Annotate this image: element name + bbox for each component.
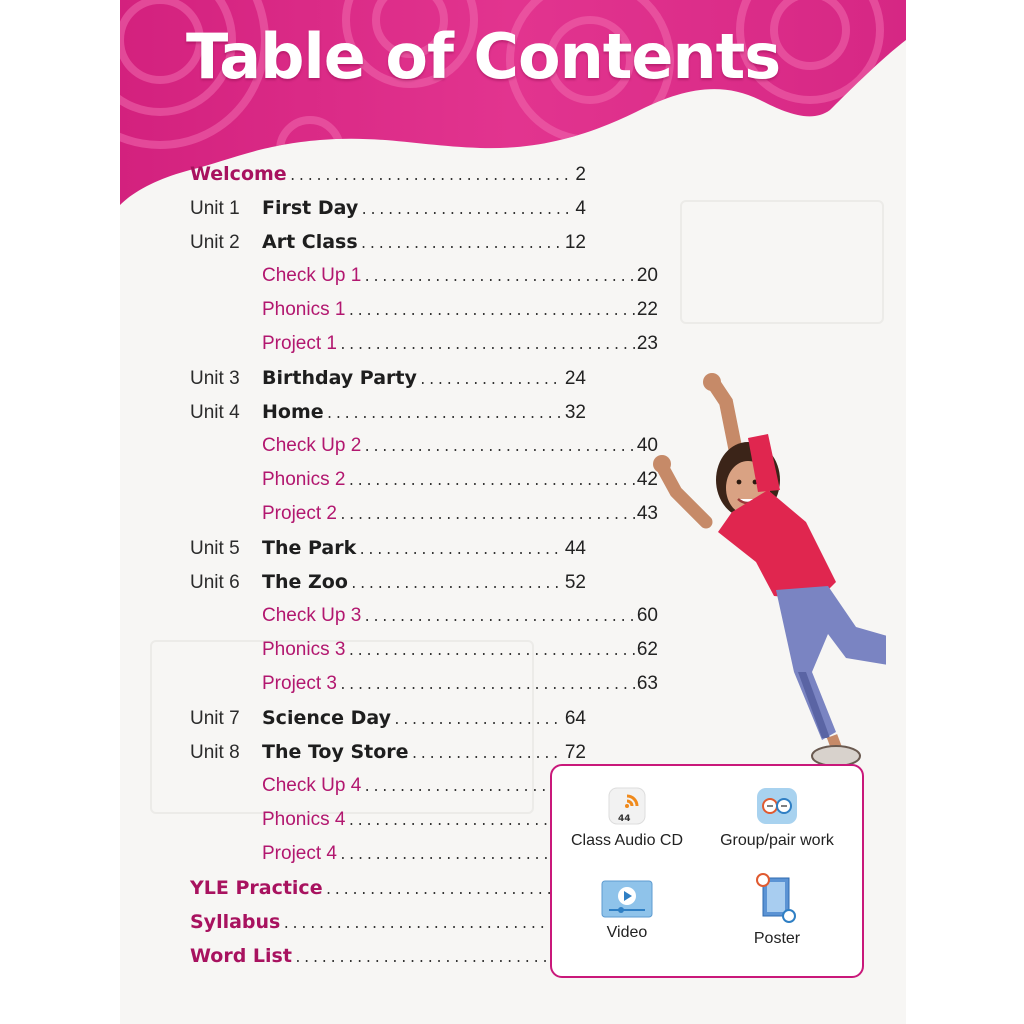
toc-page-number: 22 bbox=[636, 299, 658, 320]
toc-page-number: 44 bbox=[564, 538, 586, 559]
toc-entry bbox=[190, 741, 586, 771]
toc-entry-title: The Zoo bbox=[262, 571, 348, 593]
toc-entry bbox=[190, 537, 586, 567]
toc-leader-dots bbox=[358, 543, 563, 558]
page bbox=[120, 0, 906, 1024]
toc-page-number: 52 bbox=[564, 572, 586, 593]
toc-entry bbox=[190, 945, 586, 975]
toc-entry bbox=[190, 333, 658, 363]
toc-page-number: 64 bbox=[564, 708, 586, 729]
toc-unit-number: Unit 4 bbox=[190, 402, 240, 423]
toc-entry bbox=[190, 401, 586, 431]
toc-leader-dots bbox=[282, 917, 563, 932]
toc-page-number: 23 bbox=[636, 333, 658, 354]
toc-leader-dots bbox=[360, 237, 563, 252]
toc-entry bbox=[190, 911, 586, 941]
toc-entry bbox=[190, 707, 586, 737]
svg-text:44: 44 bbox=[618, 814, 631, 824]
toc-unit-number: Unit 3 bbox=[190, 368, 240, 389]
toc-page-number: 12 bbox=[564, 232, 586, 253]
toc-entry bbox=[190, 265, 658, 295]
legend-label: Group/pair work bbox=[720, 832, 834, 849]
video-icon bbox=[601, 880, 653, 918]
toc-entry-title: YLE Practice bbox=[190, 877, 323, 899]
toc-page-number: 20 bbox=[636, 265, 658, 286]
toc-entry-title: Phonics 3 bbox=[262, 639, 346, 660]
toc-entry-title: Syllabus bbox=[190, 911, 281, 933]
toc-leader-dots bbox=[325, 883, 563, 898]
toc-page-number: 60 bbox=[636, 605, 658, 626]
toc-entry-title: Phonics 4 bbox=[262, 809, 346, 830]
toc-entry-title: Check Up 3 bbox=[262, 605, 362, 626]
audio-cd-icon bbox=[607, 786, 647, 826]
toc-entry-title: Project 3 bbox=[262, 673, 337, 694]
toc-entry-title: Art Class bbox=[262, 231, 358, 253]
icon-legend bbox=[550, 764, 864, 978]
legend-label: Poster bbox=[753, 930, 801, 947]
toc-leader-dots bbox=[360, 203, 573, 218]
legend-item-audio bbox=[552, 786, 702, 850]
toc-unit-number: Unit 5 bbox=[190, 538, 240, 559]
page-title: Table of Contents bbox=[186, 20, 781, 93]
toc-entry bbox=[190, 197, 586, 227]
toc-unit-number: Unit 7 bbox=[190, 708, 240, 729]
toc-entry bbox=[190, 231, 586, 261]
toc-entry bbox=[190, 299, 658, 329]
toc-entry bbox=[190, 877, 586, 907]
toc-page-number: 43 bbox=[636, 503, 658, 524]
toc-entry-title: The Park bbox=[262, 537, 357, 559]
legend-item-poster bbox=[702, 872, 852, 948]
group-work-icon bbox=[755, 786, 799, 826]
toc-leader-dots bbox=[347, 304, 634, 319]
toc-page-number: 24 bbox=[564, 368, 586, 389]
toc-entry-title: Phonics 2 bbox=[262, 469, 346, 490]
toc-leader-dots bbox=[339, 338, 635, 353]
toc-leader-dots bbox=[289, 169, 574, 184]
toc-unit-number: Unit 2 bbox=[190, 232, 240, 253]
toc-entry-title: Science Day bbox=[262, 707, 392, 729]
toc-leader-dots bbox=[294, 951, 563, 966]
toc-entry-title: Check Up 4 bbox=[262, 775, 362, 796]
toc-leader-dots bbox=[326, 407, 563, 422]
toc-page-number: 72 bbox=[564, 742, 586, 763]
poster-icon bbox=[755, 872, 799, 924]
toc-entry-title: Word List bbox=[190, 945, 292, 967]
toc-page-number: 32 bbox=[564, 402, 586, 423]
toc-entry-title: Project 2 bbox=[262, 503, 337, 524]
toc-entry-title: Birthday Party bbox=[262, 367, 417, 389]
toc-page-number: 2 bbox=[575, 164, 586, 185]
toc-entry-title: Check Up 1 bbox=[262, 265, 362, 286]
toc-entry bbox=[190, 571, 586, 601]
toc-entry bbox=[190, 367, 586, 397]
toc-entry-title: Phonics 1 bbox=[262, 299, 346, 320]
girl-illustration bbox=[536, 372, 886, 772]
toc-entry-title: Home bbox=[262, 401, 324, 423]
toc-entry-title: The Toy Store bbox=[262, 741, 409, 763]
legend-item-group bbox=[702, 786, 852, 850]
toc-page-number: 42 bbox=[636, 469, 658, 490]
legend-item-video bbox=[552, 880, 702, 942]
legend-label: Class Audio CD bbox=[570, 832, 684, 849]
toc-page-number: 40 bbox=[636, 435, 658, 456]
toc-entry bbox=[190, 163, 586, 193]
toc-leader-dots bbox=[363, 270, 635, 285]
toc-entry-title: Check Up 2 bbox=[262, 435, 362, 456]
toc-entry-title: Project 1 bbox=[262, 333, 337, 354]
toc-unit-number: Unit 8 bbox=[190, 742, 240, 763]
toc-unit-number: Unit 1 bbox=[190, 198, 240, 219]
toc-entry-title: Project 4 bbox=[262, 843, 337, 864]
toc-entry-title: Welcome bbox=[190, 163, 287, 185]
toc-leader-dots bbox=[350, 577, 563, 592]
toc-entry-title: First Day bbox=[262, 197, 359, 219]
toc-page-number: 62 bbox=[636, 639, 658, 660]
toc-unit-number: Unit 6 bbox=[190, 572, 240, 593]
toc-page-number: 63 bbox=[636, 673, 658, 694]
toc-page-number: 4 bbox=[575, 198, 586, 219]
legend-label: Video bbox=[606, 924, 648, 941]
